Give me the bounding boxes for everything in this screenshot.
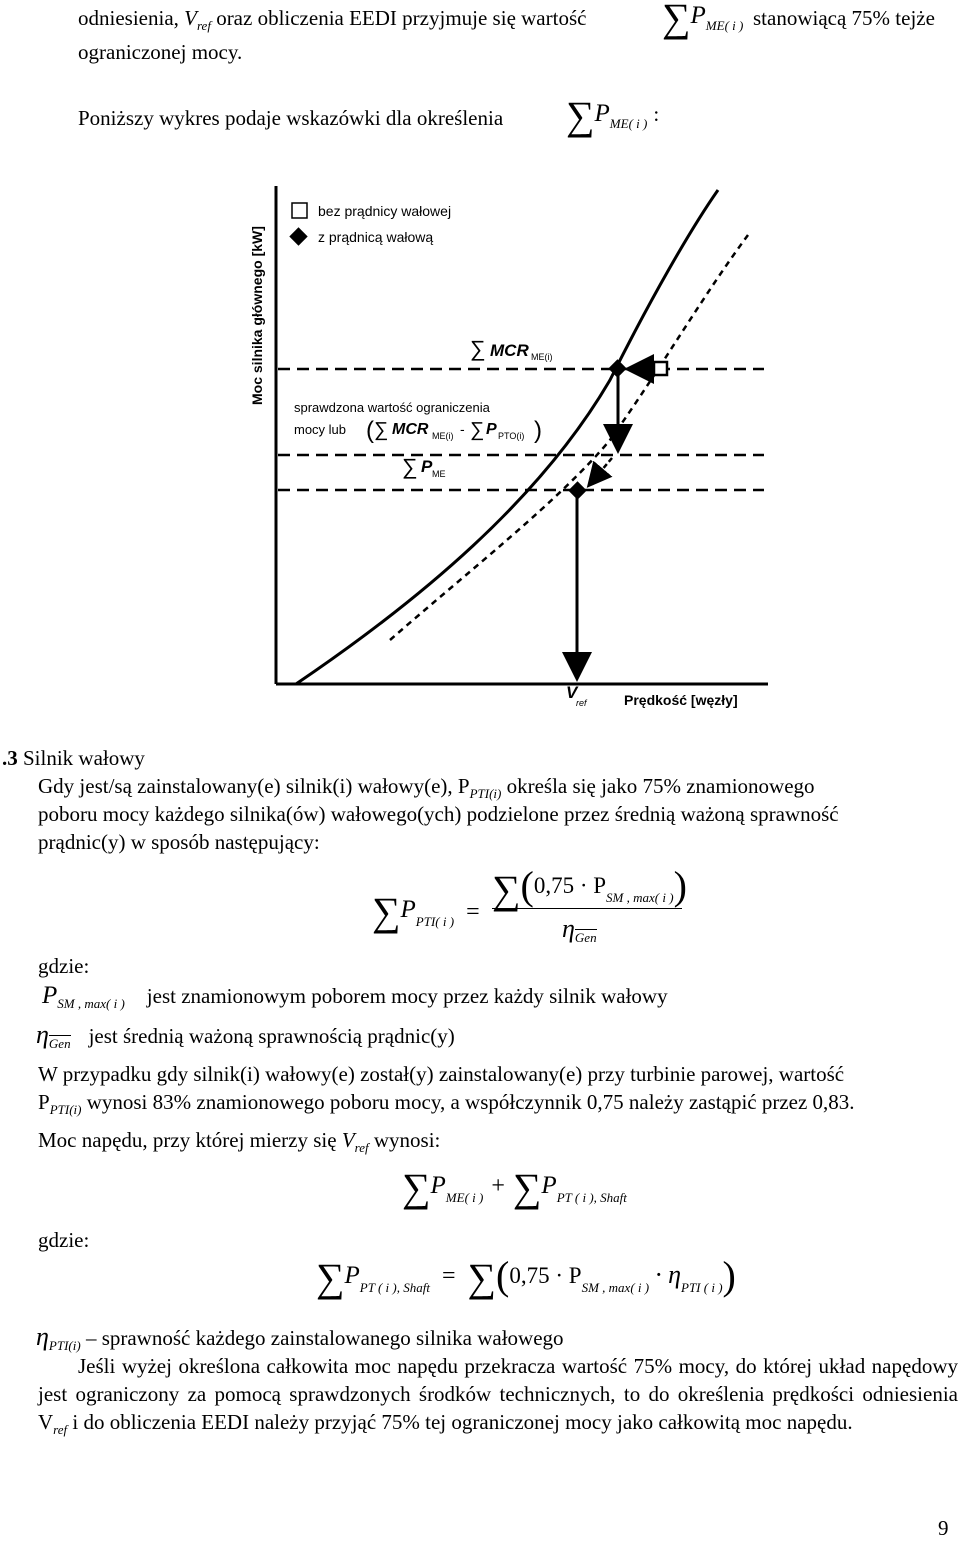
formula-3: $\sum P_{PT ( i ), Shaft} = \sum(0,75 \cdot P_{SM , max( i )} \cdot \eta_{PTI ( i )})$ [316,1253,736,1300]
formula-1-numerator: $\sum(0,75 \cdot P_{SM , max( i )})$ [492,863,687,912]
svg-text:PTO(i): PTO(i) [498,431,525,441]
section-para-line-3: prądnic(y) w sposób następujący: [38,830,320,854]
sum-p-me-symbol-2: $\sum P_{ME( i )}$ : [566,93,660,138]
intro-line-2: ograniczonej mocy. [78,40,243,64]
sum-mcr-label: MCR [490,341,529,360]
closing-paragraph: Jeśli wyżej określona całkowita moc napędu przekracza wartość 75% mocy, do której układ napędowy jest ograniczony za pomocą sprawdzonych środków technicznych, to do określenia prędkości odniesienia $V_{ref}$ i do obliczenia EEDI należy przyjąć 75% tej ograniczonej mocy jako całkowitą moc napędu. [38,1354,958,1437]
legend-square-icon [292,203,307,218]
eta-gen-definition: $\eta_{Gen}$ jest średnią ważoną sprawnością prądnic(y) [36,1020,455,1051]
legend-diamond-icon [289,227,307,245]
psm-definition: $P_{SM , max( i )}$ jest znamionowym poborem mocy przez każdy silnik wałowy [42,982,668,1011]
section-para-line-2: poboru mocy każdego silnika(ów) wałowego(ych) podzielone przez średnią ważoną sprawność [38,802,839,826]
svg-text:(: ( [366,417,374,444]
y-axis-label: Moc silnika głównego [kW] [249,226,265,405]
para-2-line-1: W przypadku gdy silnik(i) wałowy(e) został(y) zainstalowany(e) przy turbinie parowej, wartość [38,1062,845,1086]
svg-text:ME(i): ME(i) [531,352,553,362]
svg-text:): ) [534,417,542,444]
formula-1-denominator: $\eta_{Gen}$ [562,914,597,945]
svg-text:ME(i): ME(i) [432,431,454,441]
limit-label-line1: sprawdzona wartość ograniczenia [294,400,490,415]
diamond-marker-2 [568,481,586,499]
power-speed-chart [0,0,960,720]
intro-line-3: Poniższy wykres podaje wskazówki dla określenia [78,106,504,130]
eta-pti-definition: $\eta_{PTI(i)}$ – sprawność każdego zainstalowanego silnika wałowego [36,1322,564,1353]
where-label-2: gdzie: [38,1228,90,1252]
where-label-1: gdzie: [38,954,90,978]
arrow-diagonal [590,458,612,484]
svg-text:∑: ∑ [374,419,389,441]
x-axis-label: Prędkość [węzły] [624,692,738,708]
fraction-bar [492,908,682,909]
square-marker [654,362,667,375]
svg-text:∑: ∑ [402,454,418,479]
legend-with: z prądnicą wałową [318,229,434,245]
intro-line-1-end: stanowiącą 75% tejże [753,6,935,30]
para-2-line-2: $P_{PTI(i)}$ wynosi 83% znamionowego poboru mocy, a współczynnik 0,75 należy zastąpić przez 0,83. [38,1090,855,1117]
intro-line-1: odniesienia, $V_{ref}$ oraz obliczenia EEDI przyjmuje się wartość [78,6,587,33]
svg-text:∑: ∑ [470,336,486,361]
sum-p-me-symbol: $\sum P_{ME( i )}$ [662,0,744,40]
svg-text:P: P [486,421,497,438]
svg-text:-: - [460,421,465,437]
limit-label-line2: mocy lub [294,422,347,437]
svg-text:ME: ME [432,469,446,479]
sum-pme-label: P [421,457,433,476]
page-number: 9 [938,1516,949,1540]
section-para-line-1: Gdy jest/są zainstalowany(e) silnik(i) wałowy(e), $P_{PTI(i)}$ określa się jako 75% znamionowego [38,774,815,801]
formula-1-lhs: $\sum P_{PTI( i )}$ = [372,889,480,934]
legend-without: bez prądnicy wałowej [318,203,452,219]
section-heading: .3 Silnik wałowy [2,746,145,770]
svg-text:ref: ref [576,698,587,708]
para-3: Moc napędu, przy której mierzy się $V_{ref}$ wynosi: [38,1128,441,1155]
svg-text:∑: ∑ [470,419,485,441]
vref-label: V [566,683,578,702]
formula-2: $\sum P_{ME( i )} + \sum P_{PT ( i ), Shaft}$ [402,1165,627,1210]
svg-text:MCR: MCR [392,421,429,438]
